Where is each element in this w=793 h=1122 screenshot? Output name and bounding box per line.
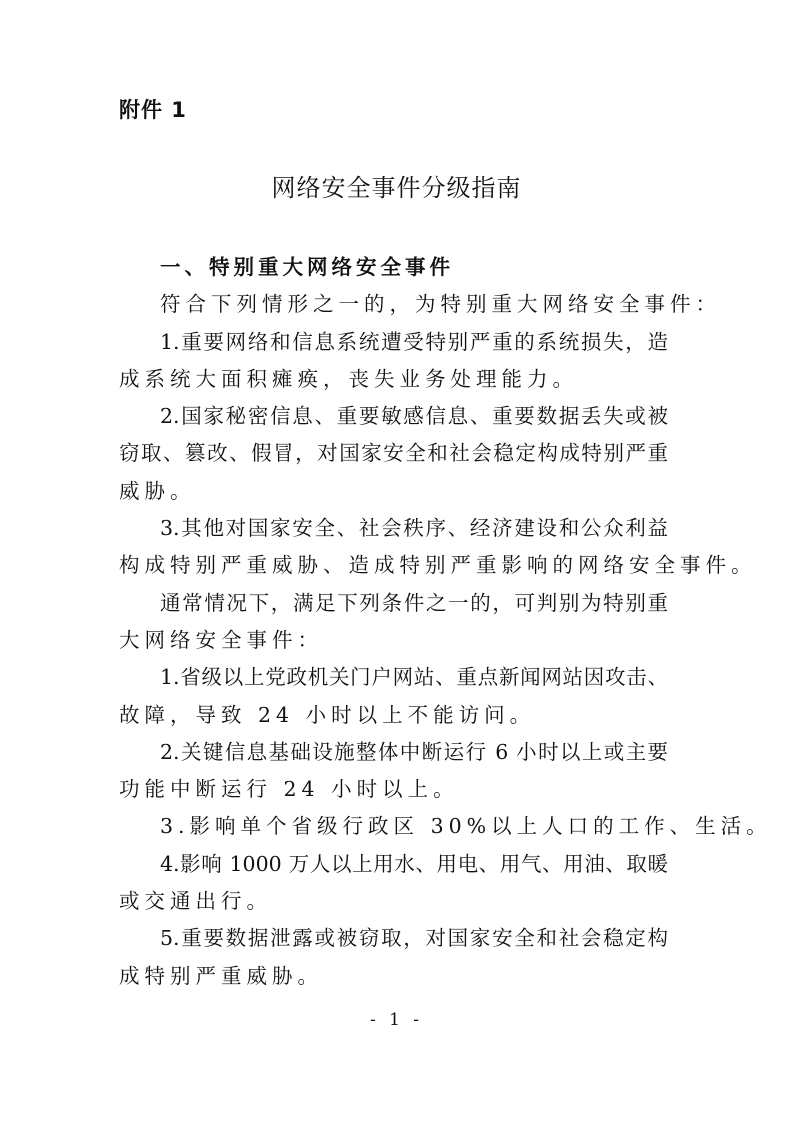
- paragraph-line: 符合下列情形之一的，为特别重大网络安全事件：: [160, 292, 721, 317]
- paragraph-line: 5.重要数据泄露或被窃取，对国家安全和社会稳定构: [160, 926, 668, 951]
- paragraph-line: 3.其他对国家安全、社会秩序、经济建设和公众利益: [160, 516, 668, 541]
- paragraph-line: 功能中断运行 24 小时以上。: [119, 777, 459, 802]
- paragraph: [119, 510, 757, 585]
- document-title: 网络安全事件分级指南: [271, 174, 522, 202]
- paragraph-line: 构成特别严重威胁、造成特别严重影响的网络安全事件。: [119, 553, 757, 578]
- page-number: - 1 -: [369, 1010, 424, 1030]
- section-heading: 一、特别重大网络安全事件: [160, 255, 454, 279]
- paragraph: [119, 920, 668, 995]
- paragraph-line: 故障，导致 24 小时以上不能访问。: [119, 702, 536, 727]
- paragraph: [119, 398, 668, 510]
- paragraph-line: 通常情况下，满足下列条件之一的，可判别为特别重: [160, 590, 668, 615]
- paragraph-line: 成系统大面积瘫痪，丧失业务处理能力。: [119, 366, 578, 391]
- paragraph-line: 窃取、篡改、假冒，对国家安全和社会稳定构成特别严重: [119, 441, 668, 466]
- paragraph: [119, 846, 668, 921]
- paragraph-line: 大网络安全事件：: [119, 627, 323, 652]
- paragraph: [119, 286, 721, 323]
- document-body: [119, 249, 772, 995]
- paragraph-line: 3.影响单个省级行政区 30%以上人口的工作、生活。: [160, 814, 772, 839]
- paragraph: [119, 585, 668, 660]
- paragraph-line: 4.影响 1000 万人以上用水、用电、用气、用油、取暖: [160, 851, 668, 876]
- paragraph-line: 1.重要网络和信息系统遭受特别严重的系统损失，造: [160, 329, 668, 354]
- paragraph: [119, 734, 668, 809]
- paragraph-line: 1.省级以上党政机关门户网站、重点新闻网站因攻击、: [160, 665, 668, 690]
- paragraph-line: 成特别严重威胁。: [119, 963, 323, 988]
- paragraph-line: 2.国家秘密信息、重要敏感信息、重要数据丢失或被: [160, 404, 668, 429]
- paragraph-line: 2.关键信息基础设施整体中断运行 6 小时以上或主要: [160, 739, 668, 764]
- paragraph: [119, 659, 668, 734]
- attachment-label: 附件 1: [119, 98, 187, 122]
- paragraph: [119, 324, 668, 399]
- paragraph-line: 或交通出行。: [119, 889, 272, 914]
- paragraph-line: 威胁。: [119, 478, 196, 503]
- paragraph-list: [119, 286, 772, 995]
- paragraph: [119, 808, 772, 845]
